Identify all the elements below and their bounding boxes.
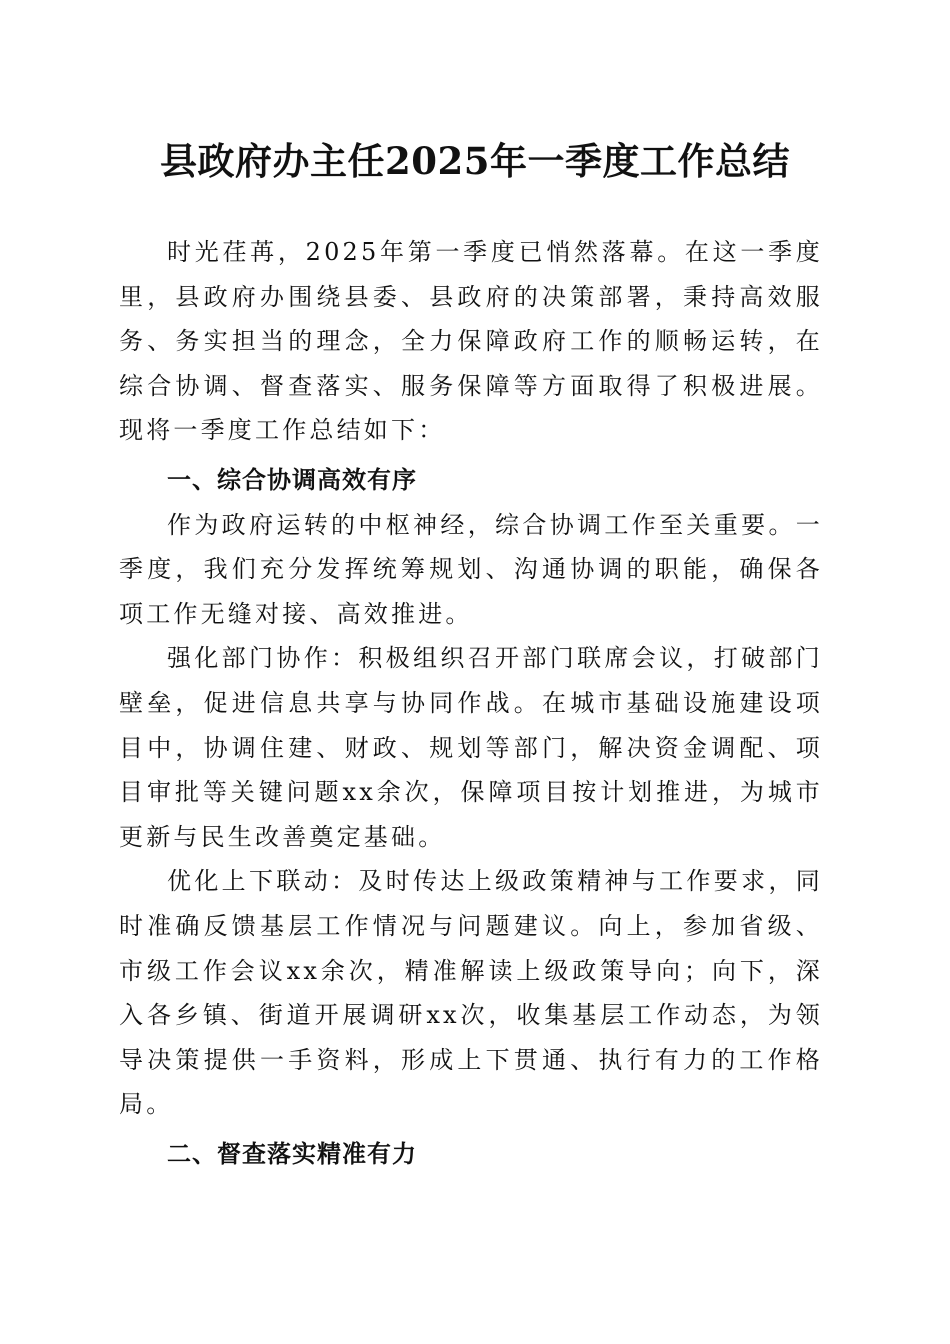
section-1-paragraph-3: 优化上下联动：及时传达上级政策精神与工作要求，同时准确反馈基层工作情况与问题建议。向上，参加省级、市级工作会议xx余次，精准解读上级政策导向；向下，深入各乡镇、街道开展调研xx次，收集基层工作动态，为领导决策提供一手资料，形成上下贯通、执行有力的工作格局。 xyxy=(119,867,823,1119)
document-body xyxy=(119,230,823,1176)
section-heading-1: 一、综合协调高效有序 xyxy=(167,465,417,494)
section-1-paragraph-2: 强化部门协作：积极组织召开部门联席会议，打破部门壁垒，促进信息共享与协同作战。在城市基础设施建设项目中，协调住建、财政、规划等部门，解决资金调配、项目审批等关键问题xx余次，保障项目按计划推进，为城市更新与民生改善奠定基础。 xyxy=(119,644,823,851)
section-1-paragraph-1: 作为政府运转的中枢神经，综合协调工作至关重要。一季度，我们充分发挥统筹规划、沟通协调的职能，确保各项工作无缝对接、高效推进。 xyxy=(119,510,823,628)
intro-paragraph: 时光荏苒，2025年第一季度已悄然落幕。在这一季度里，县政府办围绕县委、县政府的决策部署，秉持高效服务、务实担当的理念，全力保障政府工作的顺畅运转，在综合协调、督查落实、服务保障等方面取得了积极进展。现将一季度工作总结如下： xyxy=(119,238,823,445)
document-title: 县政府办主任2025年一季度工作总结 xyxy=(160,139,790,183)
section-heading-2: 二、督查落实精准有力 xyxy=(167,1139,417,1168)
